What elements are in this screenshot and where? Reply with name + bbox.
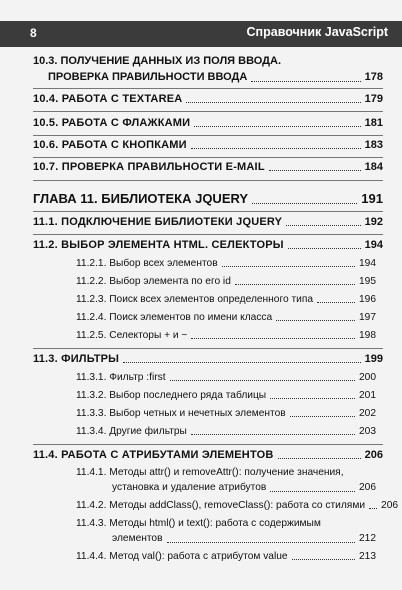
toc-entry-10-3[interactable]	[33, 54, 383, 86]
chapter-title: ГЛАВА 11. БИБЛИОТЕКА JQUERY	[33, 191, 249, 206]
toc-subentry-title: 11.2.3. Поиск всех элементов определенного типа	[76, 294, 314, 305]
toc-subentry-11-2-3[interactable]	[76, 293, 376, 307]
toc-subentry-11-2-1[interactable]	[76, 257, 376, 271]
divider	[33, 157, 383, 158]
dot-leader	[194, 126, 360, 127]
toc-subentry-11-2-2[interactable]	[76, 275, 376, 289]
dot-leader	[170, 380, 355, 381]
toc-subentry-page: 195	[359, 276, 376, 287]
toc-entry-page: 206	[364, 449, 383, 461]
toc-subentry-title: 11.4.4. Метод val(): работа с атрибутом value	[76, 551, 288, 562]
toc-entry-title: 10.6. РАБОТА С КНОПКАМИ	[33, 139, 187, 151]
dot-leader	[186, 102, 360, 103]
dot-leader	[222, 266, 355, 267]
dot-leader	[276, 320, 355, 321]
dot-leader	[251, 81, 360, 82]
toc-entry-page: 178	[364, 70, 383, 83]
dot-leader	[191, 338, 355, 339]
divider	[33, 348, 383, 349]
toc-entry-page: 194	[364, 239, 383, 251]
dot-leader	[235, 284, 355, 285]
divider	[33, 180, 383, 181]
toc-entry-title: 11.3. ФИЛЬТРЫ	[33, 353, 120, 365]
toc-entry-page: 192	[364, 216, 383, 228]
toc-subentry-page: 196	[359, 294, 376, 305]
toc-subentry-title-cont: установка и удаление атрибутов	[112, 481, 267, 493]
dot-leader	[286, 225, 360, 226]
toc-entry-title: 11.4. РАБОТА С АТРИБУТАМИ ЭЛЕМЕНТОВ	[33, 449, 274, 461]
toc-subentry-title: 11.2.2. Выбор элемента по его id	[76, 276, 231, 287]
toc-entry-10-5[interactable]	[33, 116, 383, 131]
book-title: Справочник JavaScript	[246, 25, 388, 39]
toc-subentry-11-2-5[interactable]	[76, 329, 376, 343]
divider	[33, 135, 383, 136]
toc-entry-11-4[interactable]	[33, 448, 383, 463]
toc-entry-page: 183	[364, 139, 383, 151]
toc-entry-11-3[interactable]	[33, 352, 383, 367]
page-number: 8	[30, 26, 37, 40]
toc-subentry-page: 202	[359, 408, 376, 419]
toc-entry-11-1[interactable]	[33, 215, 383, 230]
toc-entry-page: 184	[364, 161, 383, 173]
toc-subentry-title: 11.2.5. Селекторы + и ~	[76, 330, 188, 341]
toc-entry-title: 11.2. ВЫБОР ЭЛЕМЕНТА HTML. СЕЛЕКТОРЫ	[33, 239, 284, 251]
dot-leader	[278, 458, 361, 459]
toc-chapter-11[interactable]	[33, 190, 383, 208]
dot-leader	[270, 491, 355, 492]
toc-subentry-page: 201	[359, 390, 376, 401]
toc-subentry-page: 198	[359, 330, 376, 341]
toc-subentry-11-3-2[interactable]	[76, 389, 376, 403]
toc-subentry-11-4-4[interactable]	[76, 550, 376, 564]
toc-subentry-title: 11.4.3. Методы html() и text(): работа с содержимым	[76, 518, 321, 529]
toc-entry-10-6[interactable]	[33, 138, 383, 153]
toc-subentry-title: 11.2.4. Поиск элементов по имени класса	[76, 312, 273, 323]
toc-subentry-page: 213	[359, 551, 376, 562]
toc-subentry-11-2-4[interactable]	[76, 311, 376, 325]
toc-subentry-title-cont: элементов	[112, 532, 163, 544]
dot-leader	[252, 203, 357, 204]
toc-subentry-page: 197	[359, 312, 376, 323]
toc-entry-title: 11.1. ПОДКЛЮЧЕНИЕ БИБЛИОТЕКИ JQUERY	[33, 216, 283, 228]
page-header	[0, 0, 402, 47]
toc-subentry-11-3-3[interactable]	[76, 407, 376, 421]
toc-subentry-page: 194	[359, 258, 376, 269]
divider	[33, 444, 383, 445]
toc-subentry-page: 206	[381, 500, 399, 511]
toc-subentry-page: 200	[359, 372, 376, 383]
toc-entry-10-4[interactable]	[33, 92, 383, 107]
dot-leader	[270, 398, 355, 399]
dot-leader	[191, 148, 361, 149]
dot-leader	[317, 302, 355, 303]
toc-entry-title-cont: ПРОВЕРКА ПРАВИЛЬНОСТИ ВВОДА	[48, 70, 248, 83]
toc-entry-title: 10.7. ПРОВЕРКА ПРАВИЛЬНОСТИ E-MAIL	[33, 161, 265, 173]
toc-subentry-page: 203	[359, 426, 376, 437]
divider	[33, 111, 383, 112]
toc-subentry-title: 11.3.2. Выбор последнего ряда таблицы	[76, 390, 267, 401]
dot-leader	[167, 542, 355, 543]
toc-subentry-11-4-2[interactable]	[76, 499, 399, 513]
toc-subentry-page: 206	[359, 481, 376, 493]
dot-leader	[269, 170, 361, 171]
toc-subentry-title: 11.2.1. Выбор всех элементов	[76, 258, 218, 269]
dot-leader	[290, 416, 355, 417]
toc-entry-title: 10.4. РАБОТА С TEXTAREA	[33, 93, 183, 105]
toc-subentry-11-3-4[interactable]	[76, 425, 376, 439]
toc-subentry-title: 11.3.1. Фильтр :first	[76, 372, 166, 383]
toc-subentry-page: 212	[359, 532, 376, 544]
toc-subentry-11-4-1[interactable]	[76, 466, 376, 496]
divider	[33, 88, 383, 89]
dot-leader	[288, 248, 361, 249]
toc-entry-page: 181	[364, 117, 383, 129]
toc-subentry-11-3-1[interactable]	[76, 371, 376, 385]
dot-leader	[369, 508, 377, 509]
toc-entry-title: 10.3. ПОЛУЧЕНИЕ ДАННЫХ ИЗ ПОЛЯ ВВОДА.	[33, 55, 281, 67]
toc-subentry-title: 11.4.2. Методы addClass(), removeClass(): работа со стилями	[76, 500, 366, 511]
toc-entry-title: 10.5. РАБОТА С ФЛАЖКАМИ	[33, 117, 191, 129]
divider	[33, 234, 383, 235]
toc-entry-11-2[interactable]	[33, 238, 383, 253]
toc-entry-10-7[interactable]	[33, 160, 383, 175]
dot-leader	[123, 362, 360, 363]
toc-subentry-title: 11.4.1. Методы attr() и removeAttr(): получение значения,	[76, 467, 344, 478]
dot-leader	[292, 559, 355, 560]
toc-subentry-title: 11.3.4. Другие фильтры	[76, 426, 187, 437]
chapter-page: 191	[361, 191, 383, 206]
toc-entry-page: 199	[364, 353, 383, 365]
toc-subentry-11-4-3[interactable]	[76, 517, 376, 547]
toc-entry-page: 179	[364, 93, 383, 105]
toc-subentry-title: 11.3.3. Выбор четных и нечетных элементов	[76, 408, 286, 419]
divider	[33, 211, 383, 212]
dot-leader	[191, 434, 355, 435]
